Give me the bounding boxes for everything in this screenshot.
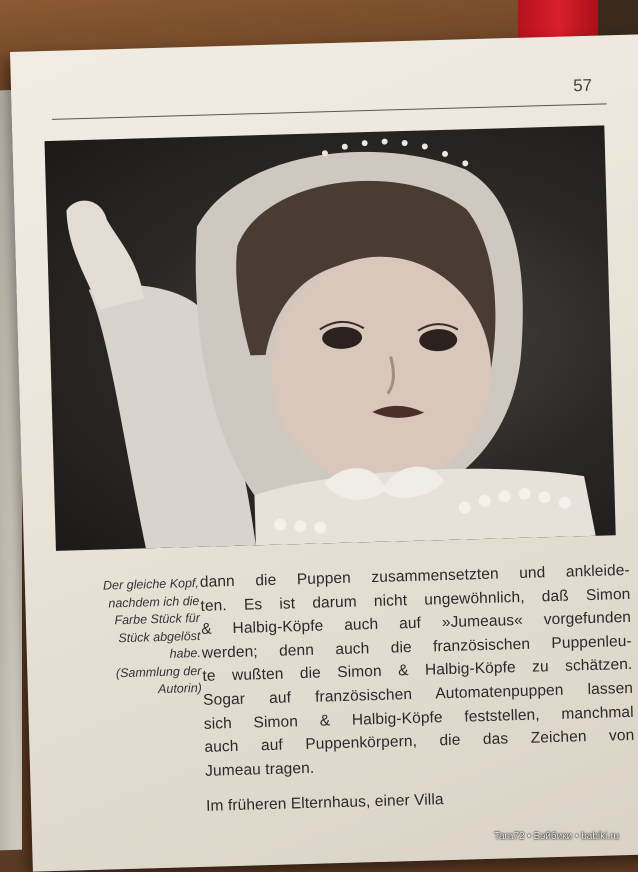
caption-line: Stück abgelöst	[118, 628, 201, 645]
caption-line: habe.	[169, 645, 202, 661]
page-number: 57	[572, 75, 593, 96]
body-line: & Halbig-Köpfe auch auf »Jumeaus« vorgefunden	[200, 609, 632, 639]
doll-illustration	[45, 125, 616, 550]
caption-line: Farbe Stück für	[114, 610, 201, 628]
body-text	[200, 559, 637, 819]
body-line: sich Simon & Halbig-Köpfe feststellen, manchmal	[203, 703, 634, 733]
body-line: auch auf Puppenkörpern, die das Zeichen von	[204, 726, 635, 756]
body-line: ten. Es ist darum nicht ungewöhnlich, daß Simon	[200, 585, 631, 615]
caption-line: nachdem ich die	[108, 593, 200, 610]
body-line: Sogar auf französischen Automatenpuppen lassen	[202, 679, 634, 709]
watermark: Tara72 • Бэйбики • babiki.ru	[494, 831, 620, 842]
body-line: Jumeau tragen.	[204, 759, 315, 780]
photo-caption	[59, 575, 202, 701]
header-rule	[52, 103, 607, 119]
body-line: dann die Puppen zusammensetzten und ankleide-	[199, 561, 630, 591]
body-line: te wußten die Simon & Halbig-Köpfe zu schätzen.	[202, 656, 633, 686]
book-page	[10, 34, 638, 872]
doll-photograph	[45, 125, 616, 550]
caption-line: (Sammlung der	[115, 663, 202, 680]
caption-line: Der gleiche Kopf,	[102, 575, 200, 593]
caption-line: Autorin)	[157, 680, 203, 697]
body-next-paragraph: Im früheren Elternhaus, einer Villa	[205, 791, 444, 816]
body-line: werden; denn auch die französischen Puppenleu-	[201, 632, 632, 662]
